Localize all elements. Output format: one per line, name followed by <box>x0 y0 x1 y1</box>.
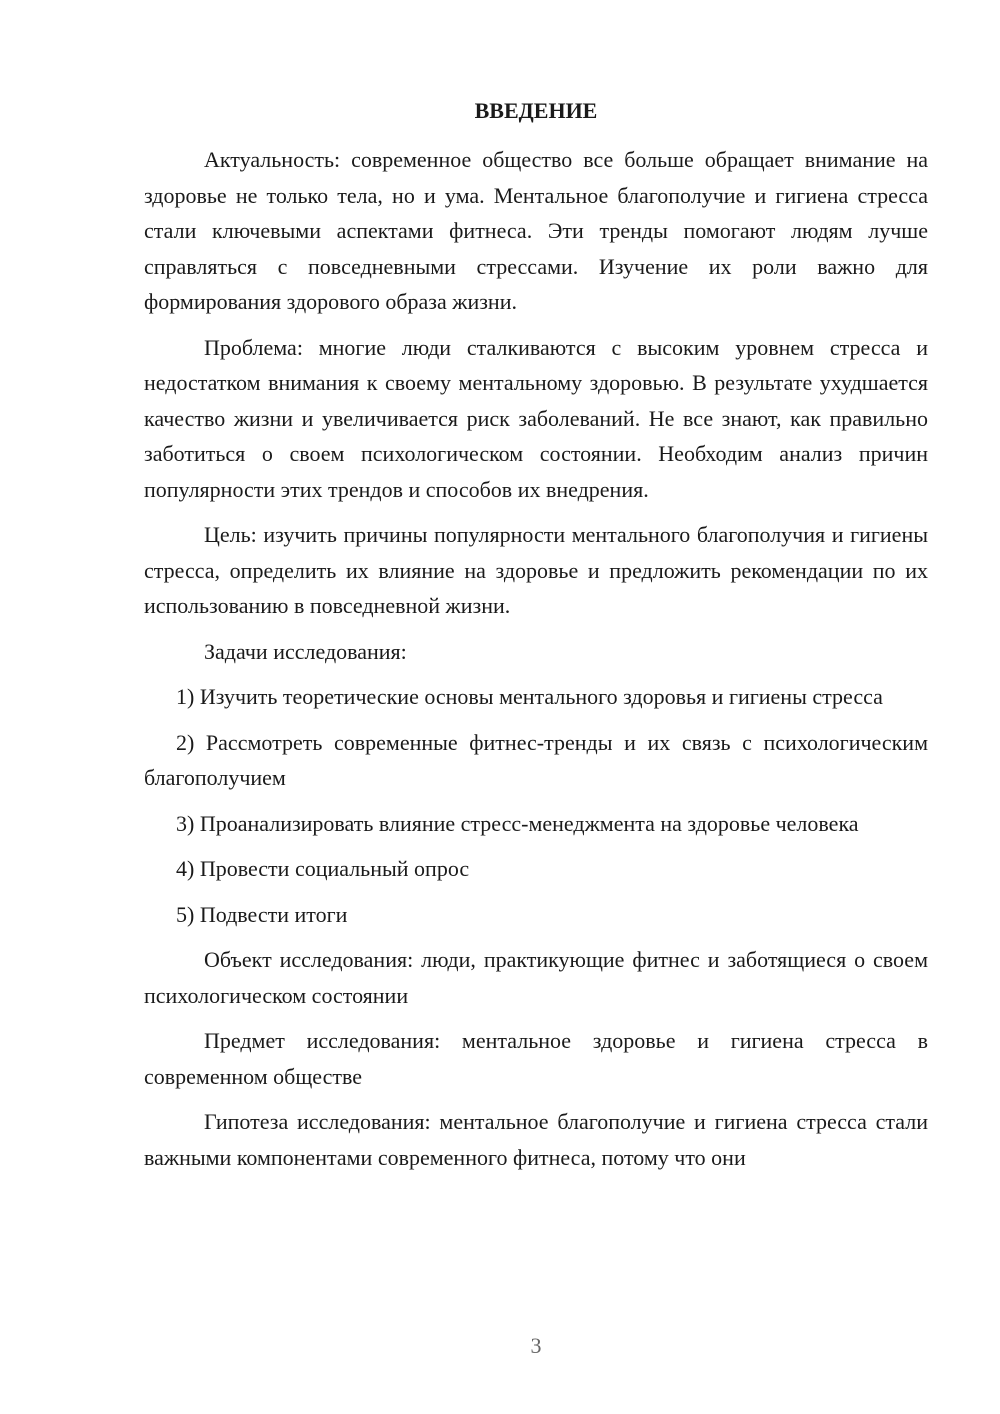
subject-paragraph: Предмет исследования: ментальное здоровье и гигиена стресса в современном обществе <box>144 1028 928 1089</box>
task-item-4: 4) Провести социальный опрос <box>176 856 470 881</box>
page-number: 3 <box>530 1333 542 1358</box>
object-paragraph: Объект исследования: люди, практикующие фитнес и заботящиеся о своем психологическом состоянии <box>144 947 928 1008</box>
tasks-heading: Задачи исследования: <box>204 638 407 664</box>
task-item-1: 1) Изучить теоретические основы ментального здоровья и гигиены стресса <box>176 684 883 709</box>
task-item-2: 2) Рассмотреть современные фитнес-тренды и их связь с психологическим благополучием <box>144 729 928 790</box>
hypothesis-paragraph: Гипотеза исследования: ментальное благополучие и гигиена стресса стали важными компонентами современного фитнеса, потому что они <box>144 1109 928 1170</box>
relevance-paragraph: Актуальность: современное общество все больше обращает внимание на здоровье не только тела, но и ума. Ментальное благополучие и гигиена стресса стали ключевыми аспектами фитнеса. Эти тренды помогают людям лучше справляться с повседневными стрессами. Изучение их роли важно для формирования здорового образа жизни. <box>144 147 928 314</box>
page-title: ВВЕДЕНИЕ <box>474 98 598 123</box>
document-page <box>144 96 928 1185</box>
goal-paragraph: Цель: изучить причины популярности ментального благополучия и гигиены стресса, определить их влияние на здоровье и предложить рекомендации по их использованию в повседневной жизни. <box>144 522 928 618</box>
task-item-5: 5) Подвести итоги <box>176 901 348 927</box>
problem-paragraph: Проблема: многие люди сталкиваются с высоким уровнем стресса и недостатком внимания к своему ментальному здоровью. В результате ухудшается качество жизни и увеличивается риск заболеваний. Не все знают, как правильно заботиться о своем психологическом состоянии. Необходим анализ причин популярности этих трендов и способов их внедрения. <box>144 334 928 502</box>
task-item-3: 3) Проанализировать влияние стресс-менеджмента на здоровье человека <box>176 810 859 836</box>
